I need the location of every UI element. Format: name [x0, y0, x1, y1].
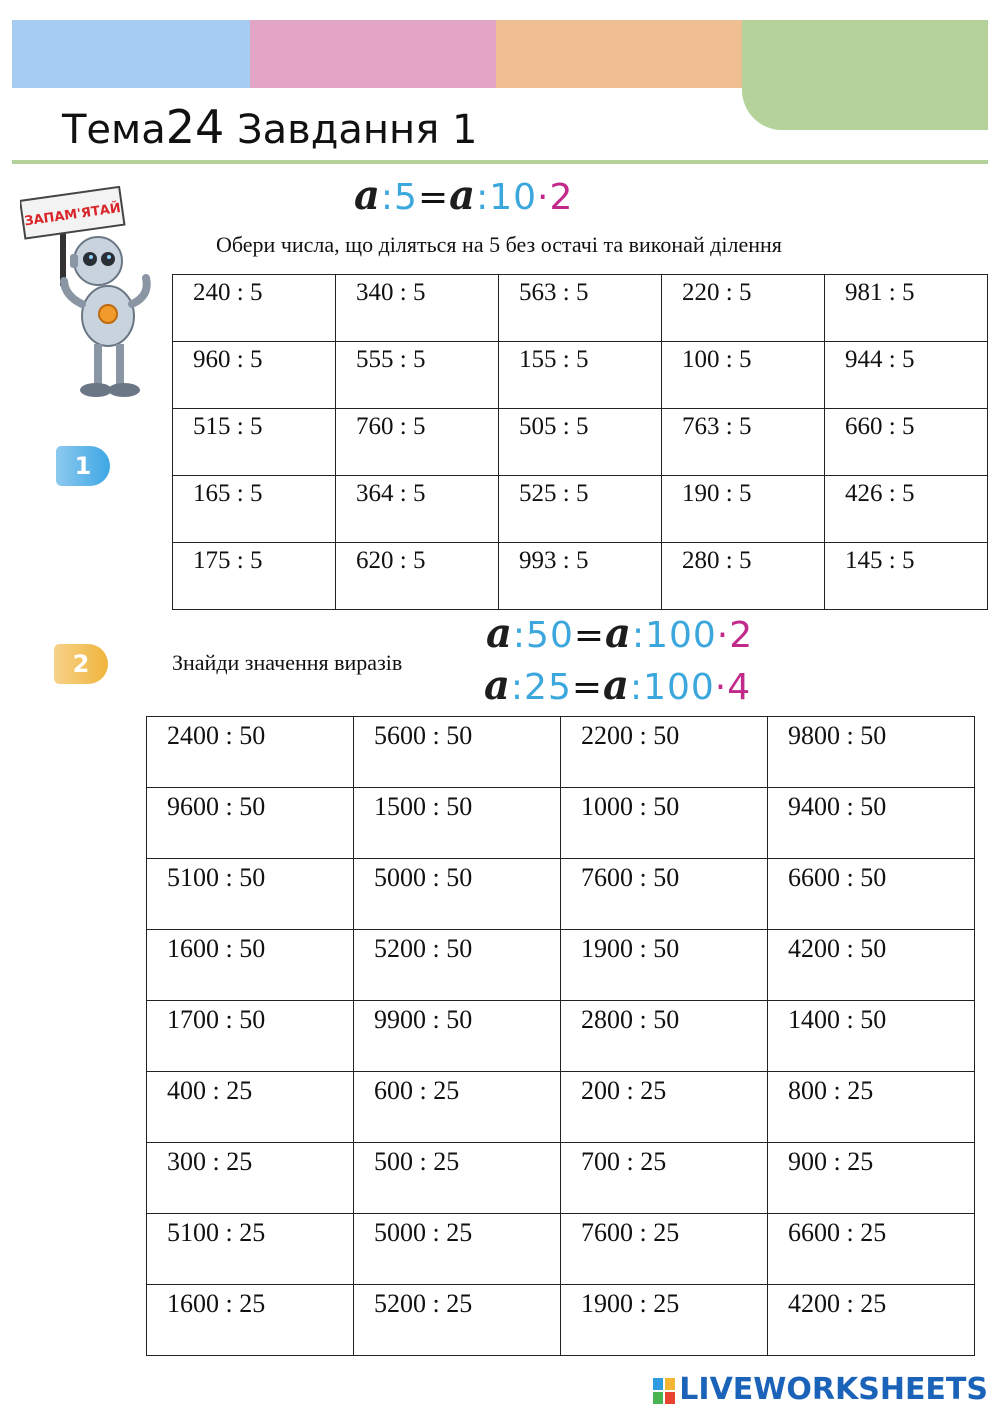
task2-cell[interactable]: [354, 1143, 561, 1214]
task1-expression: 145 : 5: [845, 547, 915, 574]
task2-expression: 2800 : 50: [581, 1005, 680, 1034]
task1-cell[interactable]: [499, 342, 662, 409]
task2-row: [147, 930, 975, 1001]
task2-cell[interactable]: [561, 1072, 768, 1143]
title-prefix: Тема: [62, 107, 166, 153]
task2-expression: 5100 : 50: [167, 863, 266, 892]
task2-cell[interactable]: [768, 717, 975, 788]
task1-expression: 175 : 5: [193, 547, 263, 574]
task1-table: [172, 274, 988, 610]
task1-cell[interactable]: [662, 409, 825, 476]
task2-cell[interactable]: [561, 930, 768, 1001]
task2-expression: 1600 : 50: [167, 934, 266, 963]
task2-expression: 1500 : 50: [374, 792, 473, 821]
task1-expression: 340 : 5: [356, 279, 426, 306]
task2-cell[interactable]: [354, 930, 561, 1001]
task1-expression: 240 : 5: [193, 279, 263, 306]
task2-expression: 7600 : 50: [581, 863, 680, 892]
task2-instruction: Знайди значення виразів: [172, 650, 403, 675]
task1-expression: 364 : 5: [356, 480, 426, 507]
task2-cell[interactable]: [147, 1143, 354, 1214]
task2-cell[interactable]: [561, 1143, 768, 1214]
task1-expression: 220 : 5: [682, 279, 752, 306]
task1-cell[interactable]: [825, 476, 988, 543]
task1-cell[interactable]: [825, 275, 988, 342]
task1-cell[interactable]: [662, 342, 825, 409]
task1-row: [173, 476, 988, 543]
task2-expression: 9900 : 50: [374, 1005, 473, 1034]
task2-cell[interactable]: [561, 1001, 768, 1072]
task1-expression: 763 : 5: [682, 413, 752, 440]
task1-expression: 515 : 5: [193, 413, 263, 440]
task2-cell[interactable]: [147, 1001, 354, 1072]
task2-cell[interactable]: [768, 1285, 975, 1356]
task1-expression: 563 : 5: [519, 279, 589, 306]
task2-cell[interactable]: [768, 788, 975, 859]
title-number: 24: [165, 100, 225, 154]
task1-cell[interactable]: [825, 543, 988, 610]
task1-expression: 944 : 5: [845, 346, 915, 373]
task1-expression: 525 : 5: [519, 480, 589, 507]
task1-cell[interactable]: [173, 275, 336, 342]
task2-cell[interactable]: [147, 930, 354, 1001]
task1-row: [173, 275, 988, 342]
task2-expression: 1000 : 50: [581, 792, 680, 821]
task2-cell[interactable]: [147, 788, 354, 859]
task2-expression: 2200 : 50: [581, 721, 680, 750]
task2-expression: 5200 : 50: [374, 934, 473, 963]
task1-row: [173, 409, 988, 476]
task2-expression: 900 : 25: [788, 1147, 874, 1176]
task2-expression: 700 : 25: [581, 1147, 667, 1176]
task1-cell[interactable]: [173, 409, 336, 476]
task2-row: [147, 1072, 975, 1143]
header-band-blue: [12, 20, 250, 88]
header-divider: [12, 160, 988, 164]
task2-row: [147, 717, 975, 788]
task2-expression: 500 : 25: [374, 1147, 460, 1176]
task2-expression: 1700 : 50: [167, 1005, 266, 1034]
task1-cell[interactable]: [336, 476, 499, 543]
task2-cell[interactable]: [354, 717, 561, 788]
remember-sign-text: ЗАПАМ'ЯТАЙ: [23, 201, 122, 230]
task2-cell[interactable]: [354, 859, 561, 930]
page-title: [62, 100, 477, 154]
task1-cell[interactable]: [825, 409, 988, 476]
header-band-green: [742, 20, 988, 88]
task2-expression: 1400 : 50: [788, 1005, 887, 1034]
task2-expression: 9400 : 50: [788, 792, 887, 821]
liveworksheets-mark-icon: [653, 1378, 675, 1404]
task1-cell[interactable]: [499, 275, 662, 342]
task2-cell[interactable]: [768, 930, 975, 1001]
task1-cell[interactable]: [173, 543, 336, 610]
task1-cell[interactable]: [662, 275, 825, 342]
task2-row: [147, 859, 975, 930]
task2-cell[interactable]: [768, 859, 975, 930]
task2-expression: 1900 : 25: [581, 1289, 680, 1318]
task1-cell[interactable]: [499, 409, 662, 476]
title-suffix: Завдання 1: [237, 107, 478, 153]
task2-expression: 1600 : 25: [167, 1289, 266, 1318]
formula-divide-by-5: a:5=a:10·2: [354, 172, 574, 219]
task2-expression: 4200 : 25: [788, 1289, 887, 1318]
task2-expression: 5600 : 50: [374, 721, 473, 750]
task2-cell[interactable]: [147, 717, 354, 788]
task1-expression: 505 : 5: [519, 413, 589, 440]
task1-expression: 426 : 5: [845, 480, 915, 507]
task2-expression: 400 : 25: [167, 1076, 253, 1105]
task1-instruction: Обери числа, що діляться на 5 без остачі та виконай ділення: [216, 232, 782, 257]
task1-cell[interactable]: [662, 543, 825, 610]
task2-cell[interactable]: [354, 1214, 561, 1285]
formula-divide-by-50: a:50=a:100·2: [486, 610, 754, 657]
task1-cell[interactable]: [336, 342, 499, 409]
task1-cell[interactable]: [499, 476, 662, 543]
task2-cell[interactable]: [561, 717, 768, 788]
task2-expression: 800 : 25: [788, 1076, 874, 1105]
formula-divide-by-25: a:25=a:100·4: [484, 662, 752, 709]
task2-row: [147, 1214, 975, 1285]
header-band-orange: [496, 20, 742, 88]
task2-expression: 5000 : 25: [374, 1218, 473, 1247]
task1-expression: 165 : 5: [193, 480, 263, 507]
task2-expression: 600 : 25: [374, 1076, 460, 1105]
task2-expression: 2400 : 50: [167, 721, 266, 750]
task2-expression: 4200 : 50: [788, 934, 887, 963]
task1-expression: 100 : 5: [682, 346, 752, 373]
task1-cell[interactable]: [173, 342, 336, 409]
task1-expression: 660 : 5: [845, 413, 915, 440]
task1-row: [173, 543, 988, 610]
task1-cell[interactable]: [336, 543, 499, 610]
task2-row: [147, 788, 975, 859]
task2-expression: 9600 : 50: [167, 792, 266, 821]
task1-cell[interactable]: [173, 476, 336, 543]
task1-cell[interactable]: [662, 476, 825, 543]
task2-table: [146, 716, 975, 1356]
task2-cell[interactable]: [354, 1072, 561, 1143]
task1-cell[interactable]: [336, 409, 499, 476]
task2-expression: 5100 : 25: [167, 1218, 266, 1247]
task2-cell[interactable]: [147, 1072, 354, 1143]
task2-cell[interactable]: [354, 1001, 561, 1072]
task2-expression: 6600 : 25: [788, 1218, 887, 1247]
task1-cell[interactable]: [825, 342, 988, 409]
task2-expression: 200 : 25: [581, 1076, 667, 1105]
task1-expression: 993 : 5: [519, 547, 589, 574]
task1-expression: 620 : 5: [356, 547, 426, 574]
task1-row: [173, 342, 988, 409]
task2-cell[interactable]: [768, 1072, 975, 1143]
liveworksheets-logo: [653, 1372, 988, 1407]
task2-expression: 7600 : 25: [581, 1218, 680, 1247]
task2-cell[interactable]: [768, 1143, 975, 1214]
task2-cell[interactable]: [354, 1285, 561, 1356]
task1-expression: 555 : 5: [356, 346, 426, 373]
task1-cell[interactable]: [499, 543, 662, 610]
task1-expression: 981 : 5: [845, 279, 915, 306]
task2-expression: 5000 : 50: [374, 863, 473, 892]
task2-cell[interactable]: [147, 1285, 354, 1356]
task1-badge: 1: [56, 446, 110, 486]
task1-expression: 280 : 5: [682, 547, 752, 574]
task2-expression: 300 : 25: [167, 1147, 253, 1176]
task2-expression: 5200 : 25: [374, 1289, 473, 1318]
task2-expression: 6600 : 50: [788, 863, 887, 892]
robot-illustration: [20, 186, 170, 406]
task2-cell[interactable]: [147, 1214, 354, 1285]
task2-expression: 1900 : 50: [581, 934, 680, 963]
task2-row: [147, 1001, 975, 1072]
task2-row: [147, 1285, 975, 1356]
task2-cell[interactable]: [561, 1285, 768, 1356]
task1-expression: 960 : 5: [193, 346, 263, 373]
task2-cell[interactable]: [147, 859, 354, 930]
task2-expression: 9800 : 50: [788, 721, 887, 750]
task2-cell[interactable]: [354, 788, 561, 859]
task2-cell[interactable]: [768, 1001, 975, 1072]
task2-badge: 2: [54, 644, 108, 684]
header-band-pink: [250, 20, 496, 88]
task2-cell[interactable]: [768, 1214, 975, 1285]
task1-expression: 760 : 5: [356, 413, 426, 440]
task2-cell[interactable]: [561, 859, 768, 930]
task2-row: [147, 1143, 975, 1214]
logo-text: LIVEWORKSHEETS: [679, 1372, 988, 1407]
header-band-green-tail: [742, 88, 988, 130]
task1-expression: 155 : 5: [519, 346, 589, 373]
task1-expression: 190 : 5: [682, 480, 752, 507]
task2-cell[interactable]: [561, 788, 768, 859]
task2-cell[interactable]: [561, 1214, 768, 1285]
task1-cell[interactable]: [336, 275, 499, 342]
